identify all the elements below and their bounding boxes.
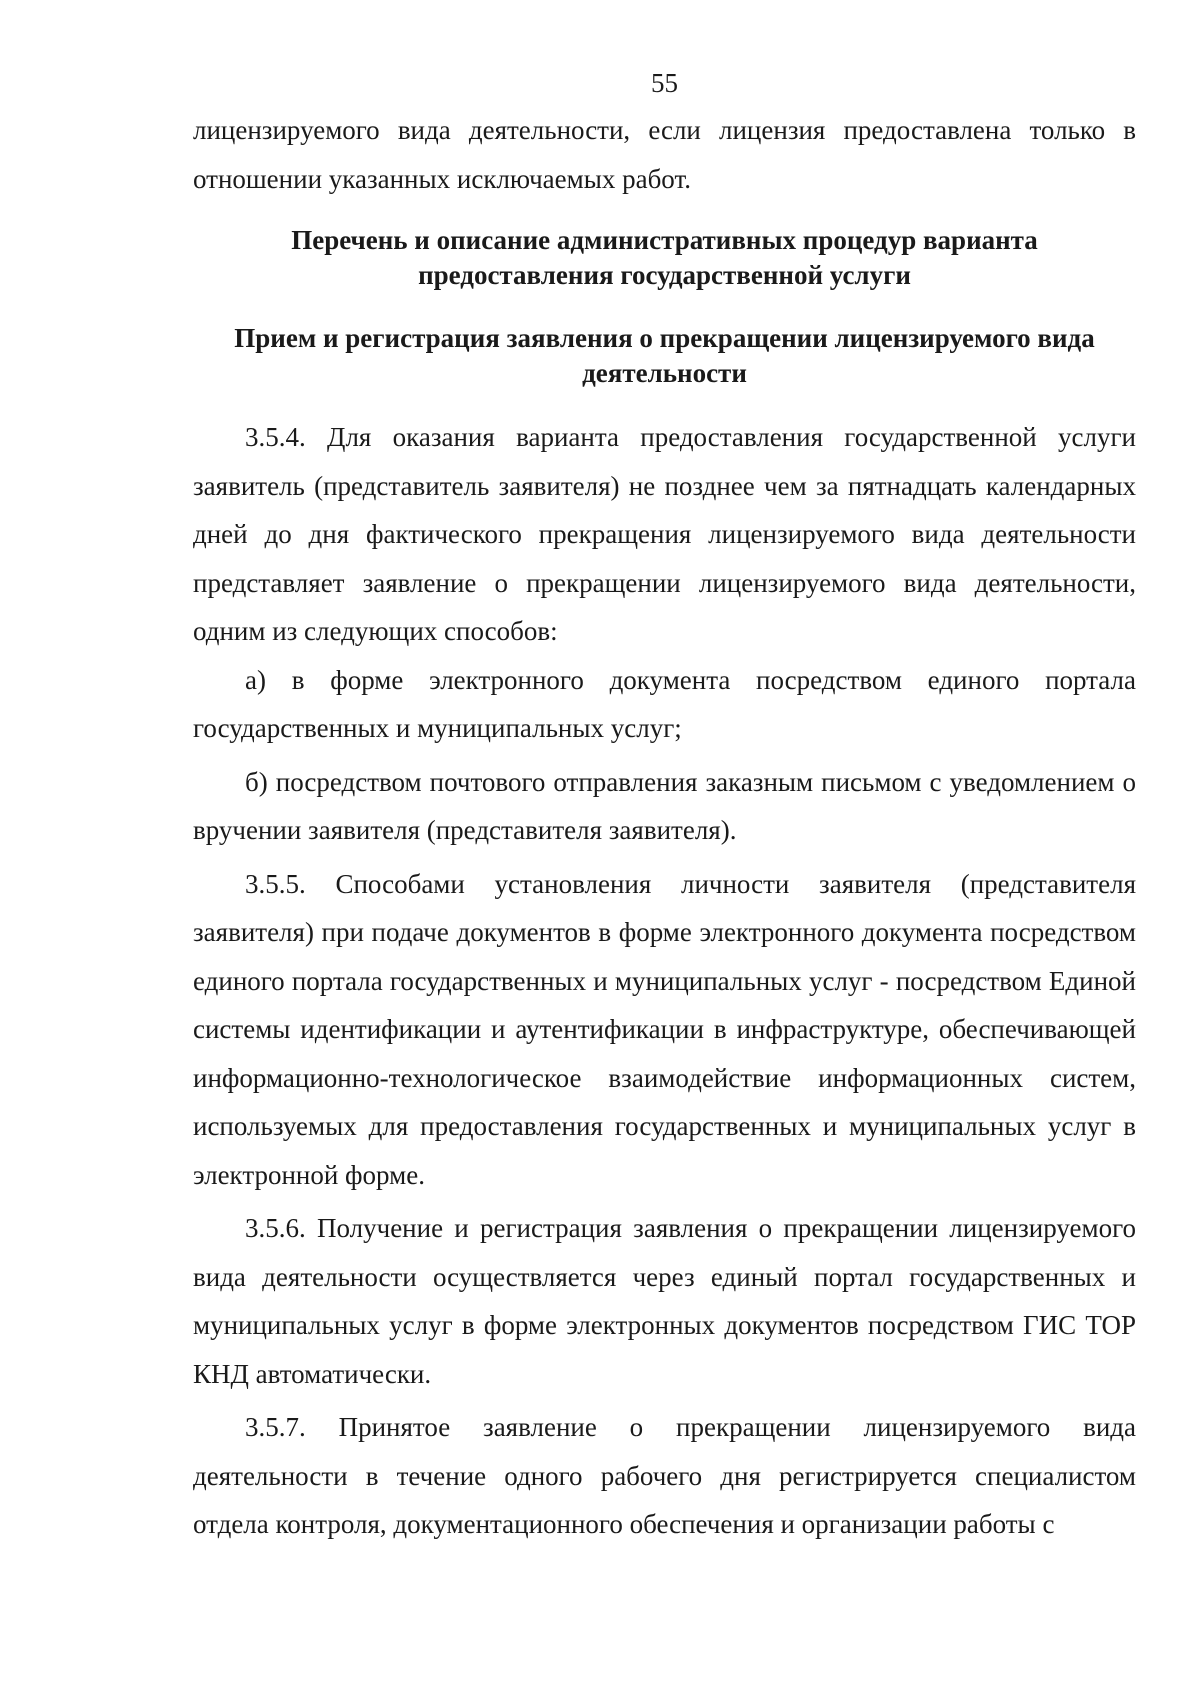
continuation-paragraph: лицензируемого вида деятельности, если лицензия предоставлена только в отношении указанных исключаемых работ. [193,115,1136,194]
list-item-a: а) в форме электронного документа посредством единого портала государственных и муниципальных услуг; [193,664,1136,743]
document-page [193,60,1136,1549]
list-item-b: б) посредством почтового отправления заказным письмом с уведомлением о вручении заявителя (представителя заявителя). [193,766,1136,845]
paragraph-3-5-4: 3.5.4. Для оказания варианта предоставления государственной услуги заявитель (представитель заявителя) не позднее чем за пятнадцать календарных дней до дня фактического прекращения лицензируемого вида деятельности представляет заявление о прекращении лицензируемого вида деятельности, одним из следующих способов: [193,422,1136,646]
paragraph-3-5-6: 3.5.6. Получение и регистрация заявления о прекращении лицензируемого вида деятельности осуществляется через единый портал государственных и муниципальных услуг в форме электронных документов посредством ГИС ТОР КНД автоматически. [193,1213,1136,1389]
paragraph-3-5-5: 3.5.5. Способами установления личности заявителя (представителя заявителя) при подаче документов в форме электронного документа посредством единого портала государственных и муниципальных услуг - посредством Единой системы идентификации и аутентификации в инфраструктуре, обеспечивающей информационно-технологическое взаимодействие информационных систем, используемых для предоставления государственных и муниципальных услуг в электронной форме. [193,868,1136,1190]
section-heading: Перечень и описание административных процедур варианта предоставления государственной услуги [291,225,1038,290]
paragraph-3-5-7: 3.5.7. Принятое заявление о прекращении лицензируемого вида деятельности в течение одного рабочего дня регистрируется специалистом отдела контроля, документационного обеспечения и организации работы с [193,1412,1136,1539]
subsection-heading: Прием и регистрация заявления о прекращении лицензируемого вида деятельности [234,323,1095,388]
page-number: 55 [651,68,678,98]
